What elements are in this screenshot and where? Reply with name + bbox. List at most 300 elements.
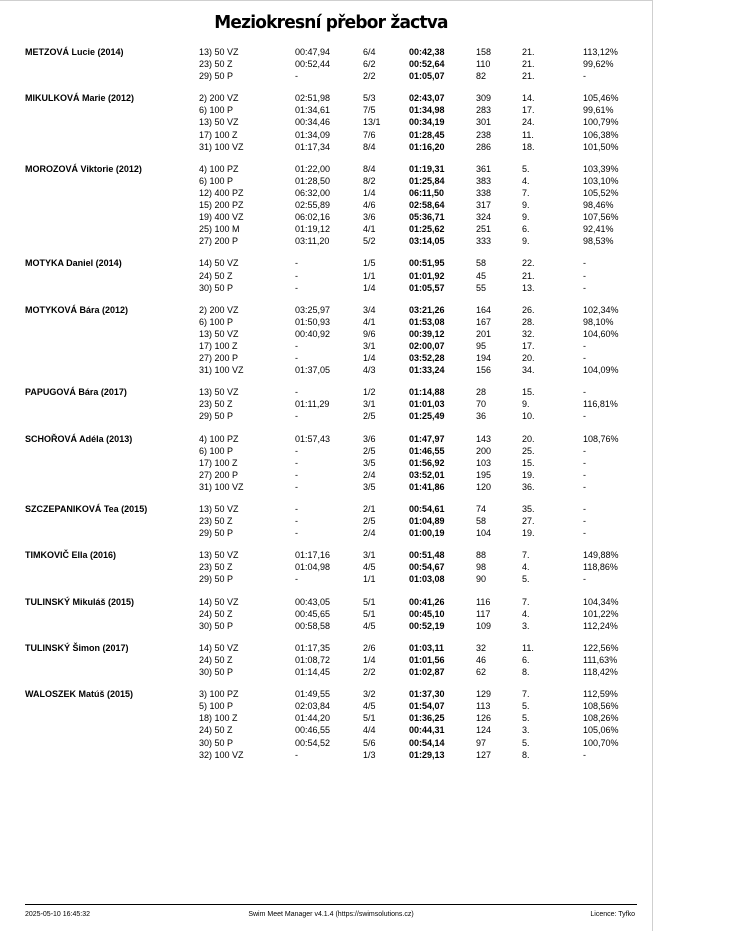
result-percent: - xyxy=(583,457,586,468)
result-percent: 98,10% xyxy=(583,316,614,327)
result-time: 03:52,28 xyxy=(409,353,445,364)
result-percent: 98,46% xyxy=(583,200,614,211)
result-time: 02:00,07 xyxy=(409,340,445,351)
result-heat: 5/6 xyxy=(363,737,376,748)
result-heat: 1/5 xyxy=(363,258,376,269)
result-points: 32 xyxy=(476,642,487,653)
result-time: 00:54,61 xyxy=(409,504,445,514)
result-heat: 2/4 xyxy=(363,469,376,480)
result-place: 20. xyxy=(522,433,535,444)
result-time: 01:03,11 xyxy=(409,642,445,653)
result-seed: 01:44,20 xyxy=(295,713,331,724)
result-place: 9. xyxy=(522,212,530,223)
result-time: 03:52,01 xyxy=(409,469,445,480)
result-event: 24) 50 Z xyxy=(199,608,233,619)
athlete-block xyxy=(25,596,665,632)
result-points: 95 xyxy=(476,340,487,351)
result-time: 00:34,19 xyxy=(409,117,445,128)
result-place: 18. xyxy=(522,141,535,152)
result-row xyxy=(25,445,665,457)
result-time: 00:54,14 xyxy=(409,737,445,748)
result-row xyxy=(25,724,665,736)
result-place: 36. xyxy=(522,481,535,492)
result-percent: - xyxy=(583,71,586,82)
result-heat: 1/2 xyxy=(363,387,376,398)
result-percent: - xyxy=(583,270,586,281)
result-event: 29) 50 P xyxy=(199,528,234,539)
result-place: 8. xyxy=(522,749,530,760)
result-time: 01:14,88 xyxy=(409,387,445,398)
page-title: Meziokresní přebor žactva xyxy=(214,12,448,34)
result-place: 5. xyxy=(522,737,530,748)
result-event: 6) 100 P xyxy=(199,105,234,116)
result-time: 01:25,62 xyxy=(409,224,445,235)
result-time: 00:45,10 xyxy=(409,608,445,619)
result-row xyxy=(25,527,665,539)
result-row xyxy=(25,654,665,666)
result-points: 62 xyxy=(476,667,487,678)
athlete-block xyxy=(25,688,665,761)
result-percent: 108,56% xyxy=(583,701,619,712)
result-event: 3) 100 PZ xyxy=(199,689,239,700)
result-event: 5) 100 P xyxy=(199,701,234,712)
result-heat: 4/1 xyxy=(363,316,376,327)
result-points: 158 xyxy=(476,47,492,57)
result-event: 18) 100 Z xyxy=(199,713,238,724)
result-seed: - xyxy=(295,258,298,269)
result-place: 17. xyxy=(522,340,535,351)
result-row xyxy=(25,642,665,654)
result-place: 7. xyxy=(522,550,530,561)
result-row xyxy=(25,433,665,445)
result-heat: 2/2 xyxy=(363,667,376,678)
result-time: 02:58,64 xyxy=(409,200,445,211)
result-percent: 105,52% xyxy=(583,187,619,198)
result-points: 46 xyxy=(476,654,487,665)
result-percent: 99,62% xyxy=(583,59,614,70)
result-seed: 00:52,44 xyxy=(295,59,331,70)
result-heat: 5/1 xyxy=(363,596,376,607)
result-time: 01:01,03 xyxy=(409,399,445,410)
result-points: 309 xyxy=(476,93,492,104)
result-place: 5. xyxy=(522,163,530,174)
result-heat: 2/5 xyxy=(363,411,376,422)
result-place: 35. xyxy=(522,504,535,514)
result-points: 58 xyxy=(476,516,487,527)
result-points: 338 xyxy=(476,187,492,198)
result-points: 361 xyxy=(476,163,492,174)
result-points: 70 xyxy=(476,399,487,410)
result-seed: - xyxy=(295,528,298,539)
result-percent: 111,63% xyxy=(583,654,618,665)
result-seed: - xyxy=(295,270,298,281)
result-points: 126 xyxy=(476,713,492,724)
result-heat: 1/4 xyxy=(363,654,376,665)
result-heat: 4/5 xyxy=(363,562,376,573)
result-heat: 4/5 xyxy=(363,620,376,631)
result-seed: - xyxy=(295,282,298,293)
result-time: 01:47,97 xyxy=(409,433,445,444)
page-edge xyxy=(0,0,652,1)
result-heat: 7/5 xyxy=(363,105,376,116)
result-row xyxy=(25,223,665,235)
result-event: 13) 50 VZ xyxy=(199,117,239,128)
result-points: 194 xyxy=(476,353,492,364)
result-place: 27. xyxy=(522,516,535,527)
result-percent: 118,42% xyxy=(583,667,618,678)
result-seed: - xyxy=(295,353,298,364)
result-points: 55 xyxy=(476,282,487,293)
result-event: 14) 50 VZ xyxy=(199,642,239,653)
result-row xyxy=(25,282,665,294)
result-time: 00:41,26 xyxy=(409,596,445,607)
result-seed: 01:04,98 xyxy=(295,562,331,573)
result-percent: 112,59% xyxy=(583,689,618,700)
result-seed: 06:02,16 xyxy=(295,212,331,223)
result-row xyxy=(25,688,665,700)
result-place: 17. xyxy=(522,105,535,116)
result-row xyxy=(25,561,665,573)
result-heat: 3/4 xyxy=(363,304,376,315)
result-percent: - xyxy=(583,528,586,539)
result-row xyxy=(25,608,665,620)
result-time: 01:00,19 xyxy=(409,528,445,539)
athlete-name: TIMKOVIČ Ella (2016) xyxy=(25,550,117,561)
result-place: 13. xyxy=(522,282,535,293)
result-event: 17) 100 Z xyxy=(199,457,238,468)
result-time: 01:25,49 xyxy=(409,411,445,422)
result-points: 167 xyxy=(476,316,492,327)
result-points: 156 xyxy=(476,365,492,376)
result-row xyxy=(25,235,665,247)
result-points: 110 xyxy=(476,59,491,70)
result-seed: 01:28,50 xyxy=(295,175,331,186)
result-percent: - xyxy=(583,387,586,398)
footer-software: Swim Meet Manager v4.1.4 (https://swimsolutions.cz) xyxy=(248,911,414,918)
result-place: 25. xyxy=(522,445,535,456)
result-seed: - xyxy=(295,411,298,422)
result-percent: - xyxy=(583,481,586,492)
result-row xyxy=(25,469,665,481)
result-points: 58 xyxy=(476,258,487,269)
result-heat: 6/2 xyxy=(363,59,376,70)
athlete-name: METZOVÁ Lucie (2014) xyxy=(25,47,124,57)
result-event: 32) 100 VZ xyxy=(199,749,244,760)
result-seed: 01:14,45 xyxy=(295,667,331,678)
result-percent: 108,26% xyxy=(583,713,619,724)
result-points: 238 xyxy=(476,129,492,140)
result-place: 3. xyxy=(522,620,530,631)
result-row xyxy=(25,104,665,116)
result-percent: 104,60% xyxy=(583,328,619,339)
result-heat: 2/2 xyxy=(363,71,376,82)
result-points: 286 xyxy=(476,141,492,152)
result-place: 15. xyxy=(522,457,535,468)
result-event: 27) 200 P xyxy=(199,353,239,364)
result-percent: 112,24% xyxy=(583,620,618,631)
result-seed: 00:54,52 xyxy=(295,737,331,748)
result-row xyxy=(25,58,665,70)
result-time: 01:36,25 xyxy=(409,713,445,724)
result-event: 2) 200 VZ xyxy=(199,304,239,315)
result-row xyxy=(25,304,665,316)
result-time: 06:11,50 xyxy=(409,187,445,198)
result-points: 109 xyxy=(476,620,492,631)
result-time: 00:39,12 xyxy=(409,328,445,339)
result-row xyxy=(25,749,665,761)
result-event: 27) 200 P xyxy=(199,469,239,480)
athlete-block xyxy=(25,92,665,152)
result-heat: 2/1 xyxy=(363,504,376,514)
result-percent: 99,61% xyxy=(583,105,614,116)
result-heat: 4/3 xyxy=(363,365,376,376)
result-heat: 1/3 xyxy=(363,749,376,760)
result-time: 00:44,31 xyxy=(409,725,445,736)
result-row xyxy=(25,163,665,175)
result-time: 01:01,56 xyxy=(409,654,445,665)
footer-datetime: 2025-05-10 16:45:32 xyxy=(25,911,90,918)
result-points: 283 xyxy=(476,105,492,116)
result-event: 13) 50 VZ xyxy=(199,504,239,514)
result-place: 21. xyxy=(522,270,535,281)
result-heat: 7/6 xyxy=(363,129,376,140)
result-time: 01:34,98 xyxy=(409,105,445,116)
result-time: 00:51,95 xyxy=(409,258,445,269)
result-event: 23) 50 Z xyxy=(199,399,233,410)
result-time: 01:37,30 xyxy=(409,689,445,700)
result-percent: - xyxy=(583,445,586,456)
result-points: 324 xyxy=(476,212,492,223)
result-seed: - xyxy=(295,574,298,585)
result-seed: 01:34,61 xyxy=(295,105,331,116)
result-heat: 5/1 xyxy=(363,608,376,619)
result-event: 25) 100 M xyxy=(199,224,240,235)
result-event: 13) 50 VZ xyxy=(199,387,239,398)
result-percent: - xyxy=(583,411,586,422)
result-event: 24) 50 Z xyxy=(199,654,233,665)
result-time: 03:21,26 xyxy=(409,304,445,315)
result-seed: - xyxy=(295,481,298,492)
result-event: 30) 50 P xyxy=(199,282,234,293)
result-seed: 01:37,05 xyxy=(295,365,331,376)
result-place: 28. xyxy=(522,316,535,327)
result-row xyxy=(25,116,665,128)
result-points: 383 xyxy=(476,175,492,186)
result-event: 23) 50 Z xyxy=(199,516,233,527)
result-seed: 01:17,16 xyxy=(295,550,331,561)
result-points: 88 xyxy=(476,550,487,561)
result-percent: 101,22% xyxy=(583,608,619,619)
result-percent: - xyxy=(583,749,586,760)
result-heat: 1/4 xyxy=(363,282,376,293)
result-points: 104 xyxy=(476,528,492,539)
result-percent: 105,06% xyxy=(583,725,619,736)
result-event: 23) 50 Z xyxy=(199,562,233,573)
result-event: 29) 50 P xyxy=(199,574,234,585)
result-heat: 1/1 xyxy=(363,574,376,585)
result-points: 195 xyxy=(476,469,492,480)
result-seed: 01:11,29 xyxy=(295,399,330,410)
result-percent: 149,88% xyxy=(583,550,619,561)
result-row xyxy=(25,46,665,58)
result-place: 9. xyxy=(522,200,530,211)
result-heat: 3/6 xyxy=(363,433,376,444)
result-place: 15. xyxy=(522,387,535,398)
result-heat: 8/2 xyxy=(363,175,376,186)
result-time: 01:04,89 xyxy=(409,516,445,527)
result-event: 14) 50 VZ xyxy=(199,596,239,607)
result-event: 6) 100 P xyxy=(199,316,234,327)
result-points: 90 xyxy=(476,574,487,585)
result-time: 00:42,38 xyxy=(409,47,445,57)
result-points: 113 xyxy=(476,701,491,712)
result-time: 01:25,84 xyxy=(409,175,445,186)
result-percent: - xyxy=(583,516,586,527)
result-time: 01:28,45 xyxy=(409,129,445,140)
result-points: 97 xyxy=(476,737,487,748)
result-percent: 122,56% xyxy=(583,642,619,653)
result-seed: - xyxy=(295,749,298,760)
result-points: 120 xyxy=(476,481,492,492)
result-percent: 116,81% xyxy=(583,399,618,410)
result-percent: 100,79% xyxy=(583,117,619,128)
result-place: 24. xyxy=(522,117,535,128)
result-time: 01:56,92 xyxy=(409,457,445,468)
result-percent: 107,56% xyxy=(583,212,619,223)
result-points: 333 xyxy=(476,236,492,247)
result-place: 7. xyxy=(522,596,530,607)
athlete-name: MOTYKOVÁ Bára (2012) xyxy=(25,304,129,315)
result-points: 164 xyxy=(476,304,492,315)
footer-divider xyxy=(25,904,637,905)
result-percent: - xyxy=(583,353,586,364)
result-place: 4. xyxy=(522,175,530,186)
result-event: 31) 100 VZ xyxy=(199,365,244,376)
result-seed: - xyxy=(295,504,298,514)
result-event: 24) 50 Z xyxy=(199,725,233,736)
result-row xyxy=(25,187,665,199)
result-time: 00:51,48 xyxy=(409,550,445,561)
result-heat: 1/4 xyxy=(363,353,376,364)
result-time: 03:14,05 xyxy=(409,236,445,247)
result-place: 4. xyxy=(522,562,530,573)
result-event: 17) 100 Z xyxy=(199,340,238,351)
result-place: 7. xyxy=(522,689,530,700)
result-row xyxy=(25,270,665,282)
result-percent: - xyxy=(583,282,586,293)
result-row xyxy=(25,70,665,82)
result-row xyxy=(25,328,665,340)
result-event: 17) 100 Z xyxy=(199,129,238,140)
result-percent: 92,41% xyxy=(583,224,614,235)
result-heat: 3/1 xyxy=(363,340,376,351)
result-seed: 01:17,34 xyxy=(295,141,331,152)
result-heat: 4/1 xyxy=(363,224,376,235)
result-event: 13) 50 VZ xyxy=(199,47,239,57)
result-event: 24) 50 Z xyxy=(199,270,233,281)
result-seed: - xyxy=(295,71,298,82)
result-percent: 118,86% xyxy=(583,562,618,573)
result-event: 6) 100 P xyxy=(199,175,234,186)
result-row xyxy=(25,700,665,712)
result-time: 01:05,57 xyxy=(409,282,445,293)
result-seed: 01:19,12 xyxy=(295,224,331,235)
result-event: 4) 100 PZ xyxy=(199,163,239,174)
result-row xyxy=(25,712,665,724)
footer-licence: Licence: Tyfko xyxy=(590,911,635,918)
result-points: 143 xyxy=(476,433,492,444)
result-heat: 4/4 xyxy=(363,725,376,736)
result-place: 10. xyxy=(522,411,535,422)
result-heat: 3/5 xyxy=(363,457,376,468)
result-seed: - xyxy=(295,457,298,468)
result-row xyxy=(25,410,665,422)
result-heat: 5/1 xyxy=(363,713,376,724)
athlete-block xyxy=(25,46,665,82)
result-event: 31) 100 VZ xyxy=(199,141,244,152)
result-seed: 01:49,55 xyxy=(295,689,331,700)
result-place: 20. xyxy=(522,353,535,364)
result-seed: 00:43,05 xyxy=(295,596,331,607)
result-seed: 00:34,46 xyxy=(295,117,331,128)
result-time: 01:05,07 xyxy=(409,71,445,82)
result-event: 29) 50 P xyxy=(199,411,234,422)
result-seed: - xyxy=(295,387,298,398)
result-seed: 02:55,89 xyxy=(295,200,331,211)
result-event: 30) 50 P xyxy=(199,737,234,748)
result-event: 29) 50 P xyxy=(199,71,234,82)
athlete-name: MIKULKOVÁ Marie (2012) xyxy=(25,93,135,104)
result-heat: 3/5 xyxy=(363,481,376,492)
result-seed: 00:47,94 xyxy=(295,47,331,57)
result-percent: 100,70% xyxy=(583,737,619,748)
result-percent: - xyxy=(583,469,586,480)
result-time: 00:54,67 xyxy=(409,562,445,573)
result-seed: 00:58,58 xyxy=(295,620,331,631)
result-place: 11. xyxy=(522,642,534,653)
result-time: 01:33,24 xyxy=(409,365,445,376)
result-heat: 4/6 xyxy=(363,200,376,211)
result-row xyxy=(25,211,665,223)
result-row xyxy=(25,340,665,352)
result-heat: 2/5 xyxy=(363,445,376,456)
result-row xyxy=(25,257,665,269)
result-place: 6. xyxy=(522,654,530,665)
result-points: 74 xyxy=(476,504,487,514)
result-heat: 2/6 xyxy=(363,642,376,653)
result-points: 103 xyxy=(476,457,492,468)
result-seed: 01:17,35 xyxy=(295,642,331,653)
result-place: 6. xyxy=(522,224,530,235)
result-points: 28 xyxy=(476,387,487,398)
result-place: 32. xyxy=(522,328,535,339)
result-place: 3. xyxy=(522,725,530,736)
result-row xyxy=(25,364,665,376)
result-seed: 03:25,97 xyxy=(295,304,331,315)
athlete-block xyxy=(25,642,665,678)
result-place: 21. xyxy=(522,59,535,70)
result-points: 129 xyxy=(476,689,492,700)
result-heat: 6/4 xyxy=(363,47,376,57)
result-place: 9. xyxy=(522,399,530,410)
result-row xyxy=(25,141,665,153)
result-percent: 101,50% xyxy=(583,141,619,152)
result-time: 00:52,19 xyxy=(409,620,445,631)
result-points: 45 xyxy=(476,270,487,281)
result-heat: 3/1 xyxy=(363,399,376,410)
result-event: 30) 50 P xyxy=(199,620,234,631)
result-percent: 104,09% xyxy=(583,365,619,376)
